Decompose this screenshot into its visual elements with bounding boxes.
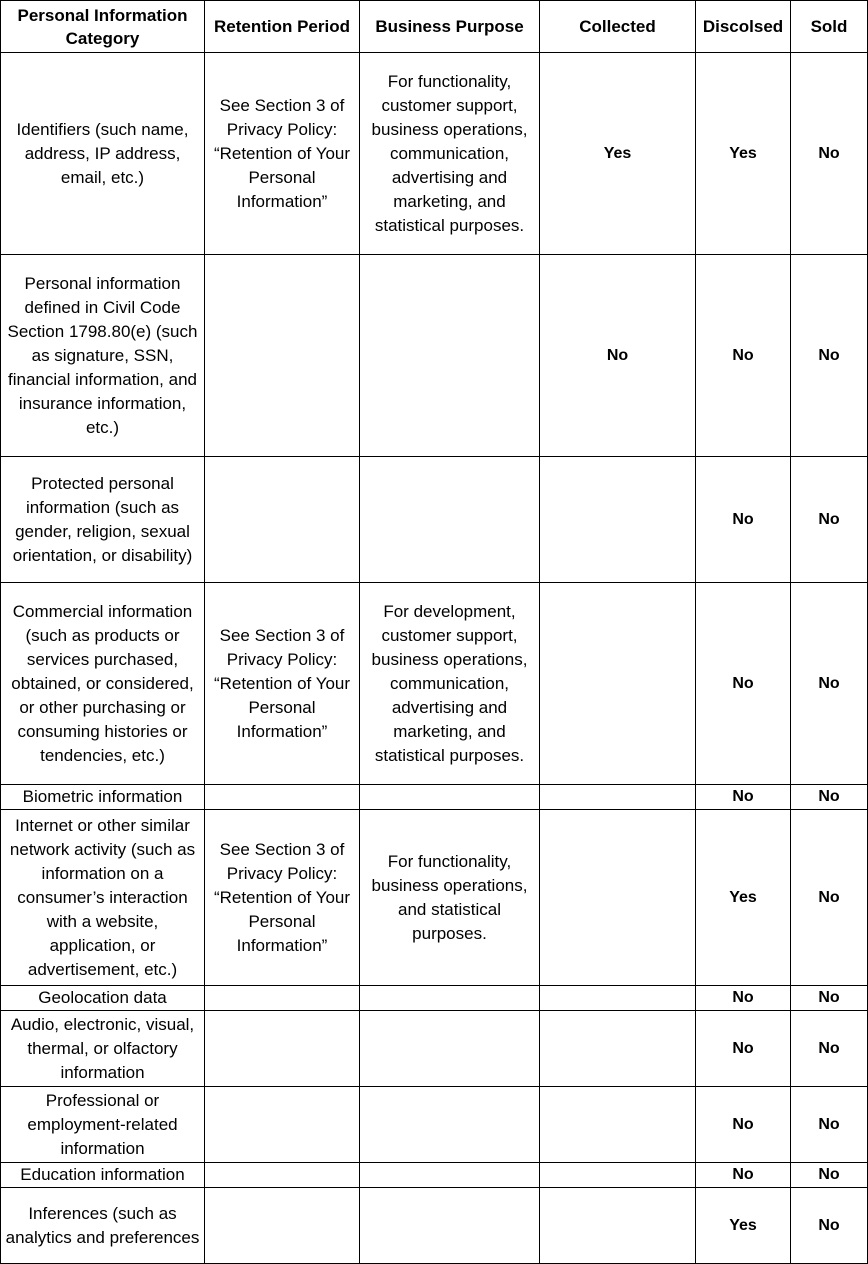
table-row xyxy=(1,255,868,457)
disclosed-cell: No xyxy=(696,986,791,1011)
collected-cell xyxy=(540,1163,696,1188)
purpose-cell: For functionality, customer support, business operations, communication, advertising and marketing, and statistical purposes. xyxy=(360,53,540,255)
retention-cell xyxy=(205,457,360,583)
sold-cell: No xyxy=(791,1011,868,1087)
disclosed-cell: Yes xyxy=(696,810,791,986)
purpose-cell xyxy=(360,1087,540,1163)
collected-cell xyxy=(540,583,696,785)
column-header-sold: Sold xyxy=(791,1,868,53)
disclosed-cell: Yes xyxy=(696,1188,791,1264)
purpose-cell xyxy=(360,457,540,583)
disclosed-cell: No xyxy=(696,583,791,785)
category-cell: Geolocation data xyxy=(1,986,205,1011)
sold-cell: No xyxy=(791,1163,868,1188)
retention-cell: See Section 3 of Privacy Policy: “Retention of Your Personal Information” xyxy=(205,810,360,986)
column-header-disclosed: Discolsed xyxy=(696,1,791,53)
category-cell: Identifiers (such name, address, IP address, email, etc.) xyxy=(1,53,205,255)
category-cell: Protected personal information (such as gender, religion, sexual orientation, or disability) xyxy=(1,457,205,583)
table-row xyxy=(1,1188,868,1264)
sold-cell: No xyxy=(791,986,868,1011)
collected-cell xyxy=(540,1087,696,1163)
collected-cell xyxy=(540,1011,696,1087)
retention-cell xyxy=(205,1188,360,1264)
sold-cell: No xyxy=(791,1087,868,1163)
table-row xyxy=(1,785,868,810)
disclosed-cell: No xyxy=(696,785,791,810)
sold-cell: No xyxy=(791,1188,868,1264)
retention-cell xyxy=(205,785,360,810)
column-header-business-purpose: Business Purpose xyxy=(360,1,540,53)
column-header-collected: Collected xyxy=(540,1,696,53)
table-row xyxy=(1,986,868,1011)
collected-cell: Yes xyxy=(540,53,696,255)
collected-cell: No xyxy=(540,255,696,457)
sold-cell: No xyxy=(791,255,868,457)
retention-cell xyxy=(205,986,360,1011)
category-cell: Professional or employment-related information xyxy=(1,1087,205,1163)
purpose-cell xyxy=(360,255,540,457)
disclosed-cell: No xyxy=(696,457,791,583)
table-row xyxy=(1,583,868,785)
disclosed-cell: No xyxy=(696,1163,791,1188)
sold-cell: No xyxy=(791,583,868,785)
column-header-retention-period: Retention Period xyxy=(205,1,360,53)
collected-cell xyxy=(540,1188,696,1264)
retention-cell: See Section 3 of Privacy Policy: “Retention of Your Personal Information” xyxy=(205,583,360,785)
collected-cell xyxy=(540,986,696,1011)
disclosed-cell: Yes xyxy=(696,53,791,255)
column-header-category: Personal Information Category xyxy=(1,1,205,53)
purpose-cell xyxy=(360,1011,540,1087)
retention-cell xyxy=(205,1011,360,1087)
collected-cell xyxy=(540,810,696,986)
purpose-cell: For development, customer support, business operations, communication, advertising and marketing, and statistical purposes. xyxy=(360,583,540,785)
category-cell: Internet or other similar network activity (such as information on a consumer’s interaction with a website, application, or advertisement, etc.) xyxy=(1,810,205,986)
purpose-cell xyxy=(360,785,540,810)
disclosed-cell: No xyxy=(696,1087,791,1163)
category-cell: Education information xyxy=(1,1163,205,1188)
purpose-cell xyxy=(360,1163,540,1188)
disclosed-cell: No xyxy=(696,255,791,457)
category-cell: Personal information defined in Civil Code Section 1798.80(e) (such as signature, SSN, financial information, and insurance information, etc.) xyxy=(1,255,205,457)
table-row xyxy=(1,53,868,255)
purpose-cell xyxy=(360,986,540,1011)
sold-cell: No xyxy=(791,785,868,810)
table-row xyxy=(1,1163,868,1188)
category-cell: Inferences (such as analytics and preferences xyxy=(1,1188,205,1264)
table-row xyxy=(1,810,868,986)
sold-cell: No xyxy=(791,810,868,986)
disclosed-cell: No xyxy=(696,1011,791,1087)
purpose-cell: For functionality, business operations, and statistical purposes. xyxy=(360,810,540,986)
table-header-row xyxy=(1,1,868,53)
retention-cell xyxy=(205,255,360,457)
sold-cell: No xyxy=(791,457,868,583)
table-row xyxy=(1,1011,868,1087)
purpose-cell xyxy=(360,1188,540,1264)
retention-cell xyxy=(205,1087,360,1163)
category-cell: Audio, electronic, visual, thermal, or olfactory information xyxy=(1,1011,205,1087)
collected-cell xyxy=(540,457,696,583)
category-cell: Biometric information xyxy=(1,785,205,810)
sold-cell: No xyxy=(791,53,868,255)
table-row xyxy=(1,457,868,583)
category-cell: Commercial information (such as products or services purchased, obtained, or considered, or other purchasing or consuming histories or tendencies, etc.) xyxy=(1,583,205,785)
retention-cell xyxy=(205,1163,360,1188)
retention-cell: See Section 3 of Privacy Policy: “Retention of Your Personal Information” xyxy=(205,53,360,255)
table-row xyxy=(1,1087,868,1163)
collected-cell xyxy=(540,785,696,810)
